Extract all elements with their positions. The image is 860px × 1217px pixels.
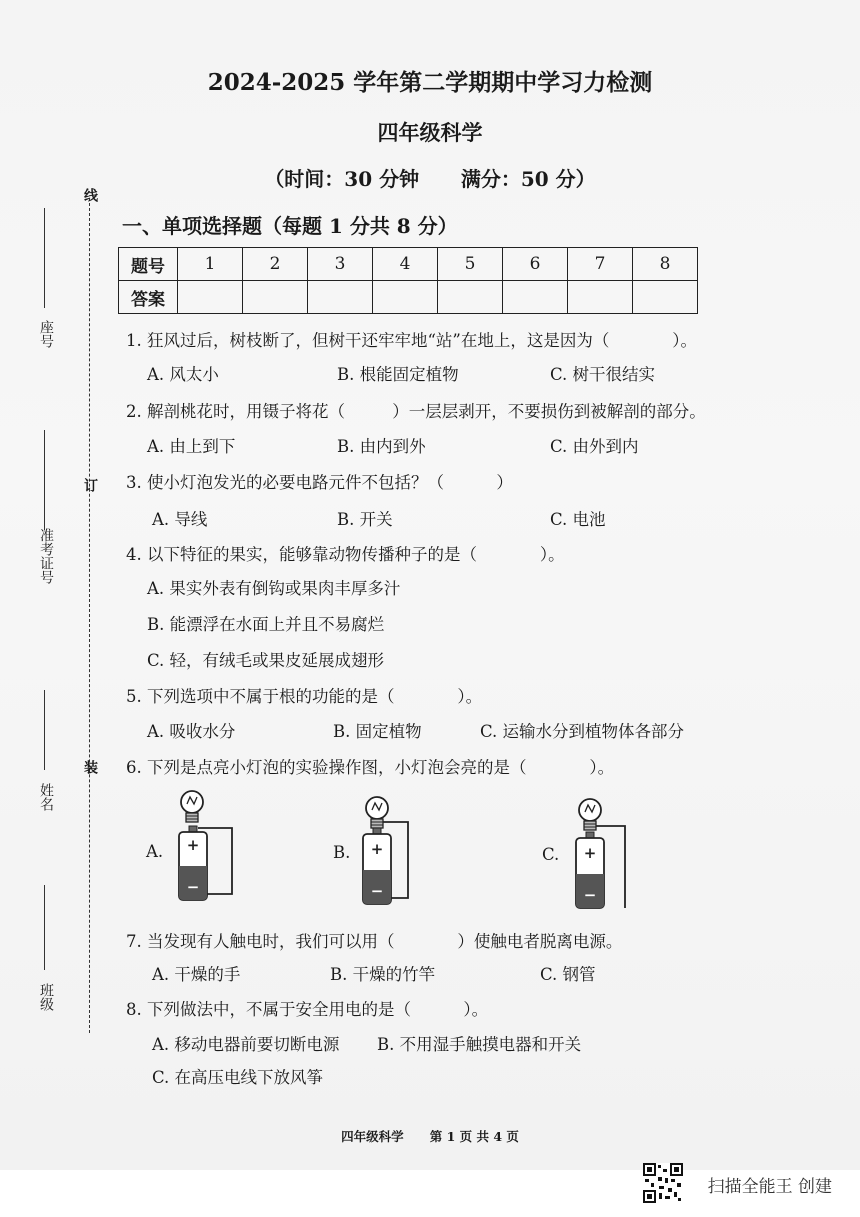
battery-icon — [179, 826, 207, 900]
question-number-header: 题号 — [119, 248, 178, 281]
table-row — [119, 281, 698, 314]
question-number-cell: 2 — [243, 248, 308, 281]
q7-option-b[interactable]: B. 干燥的竹竿 — [330, 965, 436, 984]
battery-plus-sign: + — [583, 844, 597, 862]
q8-option-a[interactable]: A. 移动电器前要切断电源 — [152, 1035, 340, 1054]
battery-icon — [576, 832, 604, 908]
question-number-cell: 7 — [568, 248, 633, 281]
q2-option-b[interactable]: B. 由内到外 — [337, 437, 426, 456]
answer-header: 答案 — [119, 281, 178, 314]
battery-minus-sign: − — [370, 882, 384, 900]
question-4: 4. 以下特征的果实，能够靠动物传播种子的是（ ）。 — [126, 545, 565, 564]
admission-number-fill-line[interactable] — [44, 430, 45, 530]
q3-option-a[interactable]: A. 导线 — [152, 510, 208, 529]
question-number-cell: 6 — [503, 248, 568, 281]
question-number-cell: 5 — [438, 248, 503, 281]
binding-mark-ding: 订 — [82, 478, 98, 492]
question-6: 6. 下列是点亮小灯泡的实验操作图，小灯泡会亮的是（ ）。 — [126, 758, 615, 777]
q6-option-a[interactable]: A. — [146, 842, 164, 861]
q5-option-a[interactable]: A. 吸收水分 — [147, 722, 236, 741]
qr-code-icon — [643, 1163, 683, 1203]
q3-option-c[interactable]: C. 电池 — [550, 510, 606, 529]
answer-cell[interactable] — [568, 281, 633, 314]
page-footer: 四年级科学 第 1 页 共 4 页 — [341, 1129, 519, 1144]
q1-option-a[interactable]: A. 风太小 — [147, 365, 219, 384]
answer-cell[interactable] — [373, 281, 438, 314]
circuit-diagram-a — [170, 788, 240, 906]
answer-cell[interactable] — [633, 281, 698, 314]
seat-number-fill-line[interactable] — [44, 208, 45, 308]
table-row — [119, 248, 698, 281]
question-number-cell: 4 — [373, 248, 438, 281]
q4-option-b[interactable]: B. 能漂浮在水面上并且不易腐烂 — [147, 615, 385, 634]
q5-option-b[interactable]: B. 固定植物 — [333, 722, 422, 741]
binding-mark-zhuang: 装 — [82, 760, 98, 774]
q8-option-c[interactable]: C. 在高压电线下放风筝 — [152, 1068, 324, 1087]
name-label: 姓名 — [38, 783, 54, 811]
class-label: 班级 — [38, 983, 54, 1011]
question-number-cell: 3 — [308, 248, 373, 281]
question-3: 3. 使小灯泡发光的必要电路元件不包括？（ ） — [126, 473, 513, 492]
circuit-diagram-b — [350, 794, 420, 912]
q7-option-c[interactable]: C. 钢管 — [540, 965, 596, 984]
q1-option-b[interactable]: B. 根能固定植物 — [337, 365, 459, 384]
class-fill-line[interactable] — [44, 885, 45, 970]
section-heading: 一、单项选择题（每题 1 分共 8 分） — [122, 214, 458, 238]
name-fill-line[interactable] — [44, 690, 45, 770]
question-number-cell: 8 — [633, 248, 698, 281]
question-2: 2. 解剖桃花时，用镊子将花（ ）一层层剥开，不要损伤到被解剖的部分。 — [126, 402, 706, 421]
answer-cell[interactable] — [438, 281, 503, 314]
q5-option-c[interactable]: C. 运输水分到植物体各部分 — [480, 722, 685, 741]
seat-number-label: 座号 — [38, 320, 54, 348]
q4-option-a[interactable]: A. 果实外表有倒钩或果肉丰厚多汁 — [147, 579, 401, 598]
exam-time-score: （时间：30 分钟 满分：50 分） — [264, 167, 596, 191]
battery-icon — [363, 828, 391, 904]
q7-option-a[interactable]: A. 干燥的手 — [152, 965, 241, 984]
q4-option-c[interactable]: C. 轻，有绒毛或果皮延展成翅形 — [147, 651, 385, 670]
answer-cell[interactable] — [503, 281, 568, 314]
question-number-cell: 1 — [178, 248, 243, 281]
bulb-icon — [366, 797, 388, 828]
battery-plus-sign: + — [186, 836, 200, 854]
battery-minus-sign: − — [186, 878, 200, 896]
binding-mark-xian: 线 — [82, 188, 98, 202]
q2-option-a[interactable]: A. 由上到下 — [147, 437, 236, 456]
battery-minus-sign: − — [583, 886, 597, 904]
q6-option-c[interactable]: C. — [542, 845, 560, 864]
question-8: 8. 下列做法中，不属于安全用电的是（ ）。 — [126, 1000, 489, 1019]
answer-table — [118, 247, 698, 314]
circuit-diagram-c — [565, 796, 635, 914]
q1-option-c[interactable]: C. 树干很结实 — [550, 365, 656, 384]
battery-plus-sign: + — [370, 840, 384, 858]
q8-option-b[interactable]: B. 不用湿手触摸电器和开关 — [377, 1035, 582, 1054]
q3-option-b[interactable]: B. 开关 — [337, 510, 393, 529]
question-7: 7. 当发现有人触电时，我们可以用（ ）使触电者脱离电源。 — [126, 932, 623, 951]
answer-cell[interactable] — [308, 281, 373, 314]
q2-option-c[interactable]: C. 由外到内 — [550, 437, 639, 456]
binding-line — [89, 198, 90, 1033]
admission-number-label: 准考证号 — [38, 528, 54, 584]
answer-cell[interactable] — [178, 281, 243, 314]
q6-option-b[interactable]: B. — [333, 843, 351, 862]
bulb-icon — [181, 791, 203, 822]
question-1: 1. 狂风过后，树枝断了，但树干还牢牢地“站”在地上，这是因为（ ）。 — [126, 331, 698, 350]
exam-subject: 四年级科学 — [377, 120, 483, 145]
exam-title: 2024-2025 学年第二学期期中学习力检测 — [207, 69, 653, 96]
scanner-watermark: 扫描全能王 创建 — [707, 1177, 832, 1197]
answer-cell[interactable] — [243, 281, 308, 314]
question-5: 5. 下列选项中不属于根的功能的是（ ）。 — [126, 687, 483, 706]
